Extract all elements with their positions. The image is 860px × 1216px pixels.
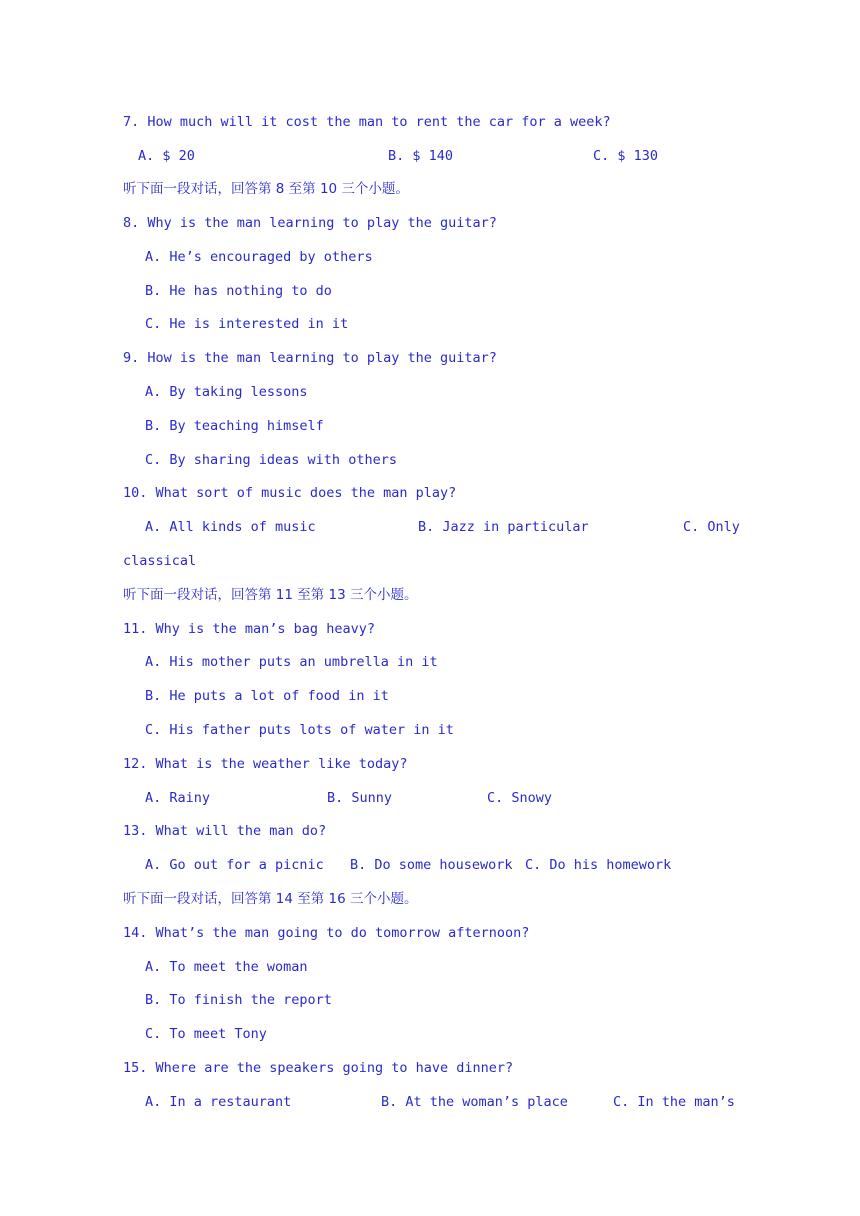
option-7a: A. $ 20 bbox=[138, 148, 195, 164]
option-7c: C. $ 130 bbox=[593, 148, 659, 164]
question-15: 15. Where are the speakers going to have dinner? bbox=[123, 1060, 514, 1076]
option-13c: C. Do his homework bbox=[525, 857, 672, 873]
option-15c: C. In the man’s bbox=[613, 1094, 735, 1110]
option-10b: B. Jazz in particular bbox=[418, 519, 589, 535]
option-15a: A. In a restaurant bbox=[145, 1094, 292, 1110]
option-12a: A. Rainy bbox=[145, 790, 211, 806]
option-11a: A. His mother puts an umbrella in it bbox=[145, 654, 438, 670]
question-13: 13. What will the man do? bbox=[123, 823, 327, 839]
option-9c: C. By sharing ideas with others bbox=[145, 452, 397, 468]
question-9: 9. How is the man learning to play the guitar? bbox=[123, 350, 497, 366]
section-heading-11-13: 听下面一段对话，回答第 11 至第 13 三个小题。 bbox=[123, 587, 418, 603]
option-12c: C. Snowy bbox=[487, 790, 553, 806]
option-10c: C. Only bbox=[683, 519, 740, 535]
option-10c-continued: classical bbox=[123, 553, 197, 569]
option-12b: B. Sunny bbox=[327, 790, 393, 806]
question-12: 12. What is the weather like today? bbox=[123, 756, 408, 772]
option-14c: C. To meet Tony bbox=[145, 1026, 267, 1042]
question-11: 11. Why is the man’s bag heavy? bbox=[123, 621, 375, 637]
option-7b: B. $ 140 bbox=[388, 148, 454, 164]
question-10: 10. What sort of music does the man play? bbox=[123, 485, 457, 501]
option-8b: B. He has nothing to do bbox=[145, 283, 332, 299]
question-8: 8. Why is the man learning to play the guitar? bbox=[123, 215, 497, 231]
section-heading-8-10: 听下面一段对话，回答第 8 至第 10 三个小题。 bbox=[123, 181, 409, 197]
option-14b: B. To finish the report bbox=[145, 992, 332, 1008]
option-13a: A. Go out for a picnic bbox=[145, 857, 324, 873]
option-13b: B. Do some housework bbox=[350, 857, 513, 873]
option-14a: A. To meet the woman bbox=[145, 959, 308, 975]
option-9a: A. By taking lessons bbox=[145, 384, 308, 400]
question-14: 14. What’s the man going to do tomorrow afternoon? bbox=[123, 925, 530, 941]
option-8a: A. He’s encouraged by others bbox=[145, 249, 373, 265]
option-9b: B. By teaching himself bbox=[145, 418, 324, 434]
question-7: 7. How much will it cost the man to rent the car for a week? bbox=[123, 114, 611, 130]
option-8c: C. He is interested in it bbox=[145, 316, 349, 332]
option-11c: C. His father puts lots of water in it bbox=[145, 722, 454, 738]
option-11b: B. He puts a lot of food in it bbox=[145, 688, 389, 704]
section-heading-14-16: 听下面一段对话，回答第 14 至第 16 三个小题。 bbox=[123, 891, 418, 907]
option-15b: B. At the woman’s place bbox=[381, 1094, 568, 1110]
option-10a: A. All kinds of music bbox=[145, 519, 316, 535]
